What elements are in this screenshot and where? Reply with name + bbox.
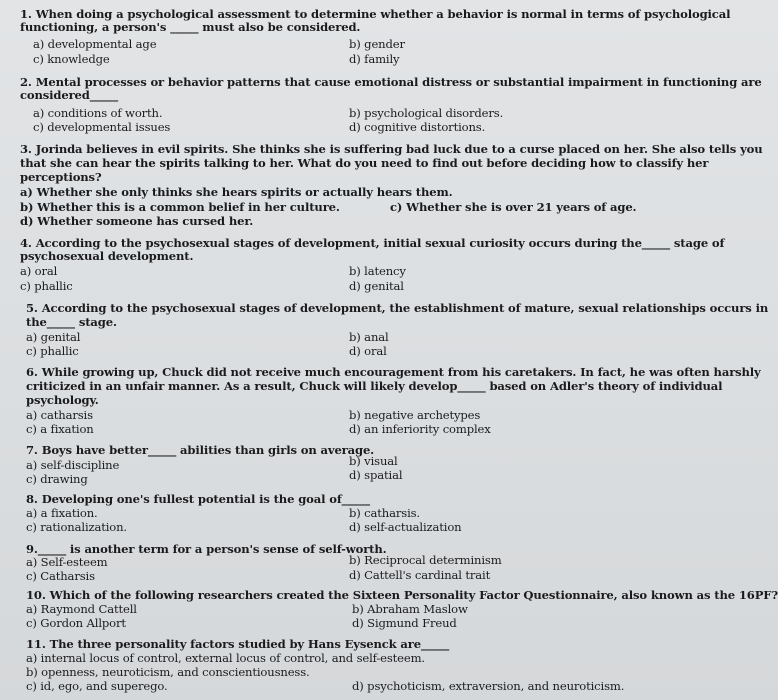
q3-text-line3: perceptions? [20,170,102,184]
q8-option-d: d) self-actualization [349,520,462,534]
q7-option-c: c) drawing [26,472,88,486]
q11-text-line1: 11. The three personality factors studied by Hans Eysenck are_____ [26,637,450,651]
q7-option-b: b) visual [349,454,398,468]
q4-option-b: b) latency [349,264,406,278]
q4-option-c: c) phallic [20,279,73,293]
q8-option-c: c) rationalization. [26,520,127,534]
q9-option-a: a) Self-esteem [26,555,108,569]
q11-option-a: a) internal locus of control, external locus of control, and self-esteem. [26,651,425,665]
q2-text-line1: 2. Mental processes or behavior patterns that cause emotional distress or substantial impairment in functioning are [20,75,762,89]
q3-option-b: b) Whether this is a common belief in her culture. [20,200,340,214]
q5-option-b: b) anal [349,330,389,344]
q1-option-d: d) family [349,52,400,66]
q6-text-line3: psychology. [26,393,99,407]
q7-text-line1: 7. Boys have better_____ abilities than girls on average. [26,443,375,457]
q1-text-line1: 1. When doing a psychological assessment to determine whether a behavior is normal in terms of psychological [20,7,731,21]
q3-option-d: d) Whether someone has cursed her. [20,214,254,228]
q10-option-d: d) Sigmund Freud [352,616,457,630]
q3-text-line2: that she can hear the spirits talking to her. What do you need to find out before deciding how to classify her [20,156,709,170]
q9-option-c: c) Catharsis [26,569,95,583]
q9-text-line1: 9._____ is another term for a person's sense of self-worth. [26,542,387,556]
q4-option-d: d) genital [349,279,404,293]
q10-option-a: a) Raymond Cattell [26,602,137,616]
q3-text-line1: 3. Jorinda believes in evil spirits. She thinks she is suffering bad luck due to a curse placed on her. She also tells you [20,142,763,156]
q2-text-line2: considered_____ [20,88,118,102]
q8-option-b: b) catharsis. [349,506,420,520]
q11-option-d: d) psychoticism, extraversion, and neuroticism. [352,679,625,693]
q2-option-a: a) conditions of worth. [33,106,163,120]
q4-option-a: a) oral [20,264,58,278]
q5-option-d: d) oral [349,344,387,358]
q3-option-c: c) Whether she is over 21 years of age. [390,200,637,214]
q6-option-a: a) catharsis [26,408,93,422]
q9-option-b: b) Reciprocal determinism [349,553,502,567]
q5-text-line2: the_____ stage. [26,315,117,329]
q1-option-b: b) gender [349,37,405,51]
q6-option-c: c) a fixation [26,422,94,436]
q7-option-d: d) spatial [349,468,403,482]
q11-option-b: b) openness, neuroticism, and conscientiousness. [26,665,310,679]
q7-option-a: a) self-discipline [26,458,120,472]
q1-option-a: a) developmental age [33,37,157,51]
q2-option-b: b) psychological disorders. [349,106,504,120]
q5-option-c: c) phallic [26,344,79,358]
q1-option-c: c) knowledge [33,52,110,66]
q1-text-line2: functioning, a person's _____ must also be considered. [20,20,361,34]
q11-option-c: c) id, ego, and superego. [26,679,168,693]
q6-text-line2: criticized in an unfair manner. As a result, Chuck will likely develop_____ based on Adler's theory of individual [26,379,723,393]
q4-text-line2: psychosexual development. [20,249,194,263]
q9-option-d: d) Cattell's cardinal trait [349,568,491,582]
q10-option-b: b) Abraham Maslow [352,602,468,616]
q8-text-line1: 8. Developing one's fullest potential is the goal of_____ [26,492,370,506]
q10-option-c: c) Gordon Allport [26,616,126,630]
q4-text-line1: 4. According to the psychosexual stages of development, initial sexual curiosity occurs during the_____ stage of [20,236,725,250]
q6-text-line1: 6. While growing up, Chuck did not receive much encouragement from his caretakers. In fact, he was often harshly [26,365,761,379]
q3-option-a: a) Whether she only thinks she hears spirits or actually hears them. [20,185,453,199]
q2-option-d: d) cognitive distortions. [349,120,486,134]
q5-text-line1: 5. According to the psychosexual stages of development, the establishment of mature, sexual relationships occurs in [26,301,769,315]
q5-option-a: a) genital [26,330,81,344]
q2-option-c: c) developmental issues [33,120,171,134]
q10-text-line1: 10. Which of the following researchers created the Sixteen Personality Factor Questionnaire, also known as the 16PF? [26,588,778,602]
q6-option-b: b) negative archetypes [349,408,481,422]
q6-option-d: d) an inferiority complex [349,422,491,436]
q8-option-a: a) a fixation. [26,506,98,520]
